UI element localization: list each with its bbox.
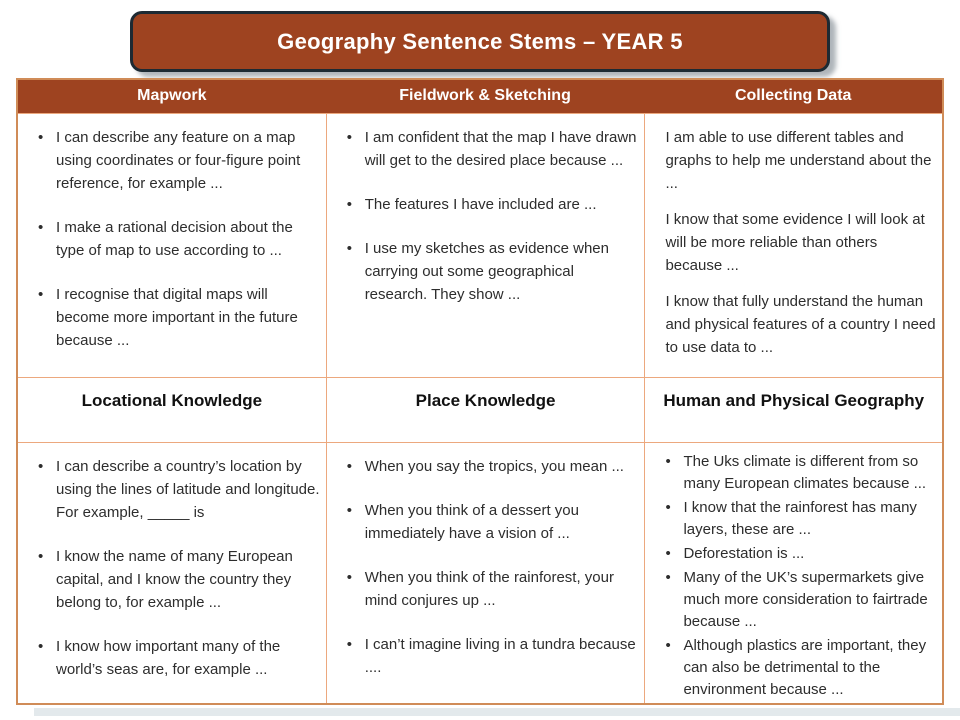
header-row-top [18, 80, 942, 113]
sentence-stem: • I know the name of many European capital, and I know the country they belong to, for example ... [30, 545, 320, 614]
column-header-place-knowledge: Place Knowledge [326, 378, 645, 442]
sentence-stems-table [16, 78, 944, 705]
title-box [130, 11, 830, 72]
sentence-stem: • I recognise that digital maps will become more important in the future because ... [30, 283, 320, 352]
sentence-stem: • When you think of a dessert you immediately have a vision of ... [339, 499, 639, 545]
sentence-stem: • When you say the tropics, you mean ... [339, 455, 639, 478]
sentence-stem: I know that some evidence I will look at will be more reliable than others because ... [665, 210, 925, 274]
sentence-stem: • I make a rational decision about the type of map to use according to ... [30, 216, 320, 262]
column-header-fieldwork-sketching: Fieldwork & Sketching [399, 87, 571, 105]
locational-knowledge-stem-list [18, 443, 326, 681]
sentence-stem: I know that fully understand the human and physical features of a country I need to use data to ... [665, 292, 936, 356]
fieldwork-stem-list [327, 114, 645, 306]
locational-knowledge-cell [18, 443, 326, 703]
sentence-stem: • I am confident that the map I have drawn will get to the desired place because ... [339, 126, 639, 172]
bottom-shadow-strip [34, 708, 960, 716]
sentence-stem: • When you think of the rainforest, your mind conjures up ... [339, 566, 639, 612]
column-header-human-physical-geography: Human and Physical Geography [644, 378, 942, 442]
sentence-stem: • I can’t imagine living in a tundra because .... [339, 633, 639, 679]
mapwork-cell [18, 114, 326, 377]
human-physical-geography-cell [644, 443, 942, 703]
header-row-bottom [18, 377, 942, 442]
place-knowledge-cell [326, 443, 645, 703]
sentence-stem: • I use my sketches as evidence when carrying out some geographical research. They show ... [339, 237, 639, 306]
sentence-stem: • I know how important many of the world’s seas are, for example ... [30, 635, 320, 681]
sentence-stem: • Deforestation is ... [657, 543, 936, 565]
body-row-bottom [18, 442, 942, 703]
place-knowledge-stem-list [327, 443, 645, 679]
sentence-stem: • Many of the UK’s supermarkets give much more consideration to fairtrade because ... [657, 567, 936, 633]
column-header-mapwork: Mapwork [137, 87, 207, 105]
collecting-data-stem-list [645, 114, 942, 359]
column-header-locational-knowledge: Locational Knowledge [81, 391, 263, 411]
sentence-stem: • I can describe any feature on a map using coordinates or four-figure point reference, for example ... [30, 126, 320, 195]
collecting-data-cell [644, 114, 942, 377]
human-physical-stem-list [645, 443, 942, 701]
sentence-stem: • Although plastics are important, they can also be detrimental to the environment because ... [657, 635, 936, 701]
sentence-stem: • I know that the rainforest has many layers, these are ... [657, 497, 936, 541]
page-title: Geography Sentence Stems – YEAR 5 [277, 28, 683, 54]
sentence-stem: • I can describe a country’s location by using the lines of latitude and longitude. For example, _____ is [30, 455, 320, 524]
fieldwork-sketching-cell [326, 114, 645, 377]
column-header-collecting-data: Collecting Data [734, 87, 852, 105]
sentence-stem: I am able to use different tables and graphs to help me understand about the ... [665, 128, 932, 192]
body-row-top [18, 113, 942, 377]
sentence-stem: • The Uks climate is different from so many European climates because ... [657, 451, 936, 495]
sentence-stem: • The features I have included are ... [339, 193, 639, 216]
mapwork-stem-list [18, 114, 326, 352]
